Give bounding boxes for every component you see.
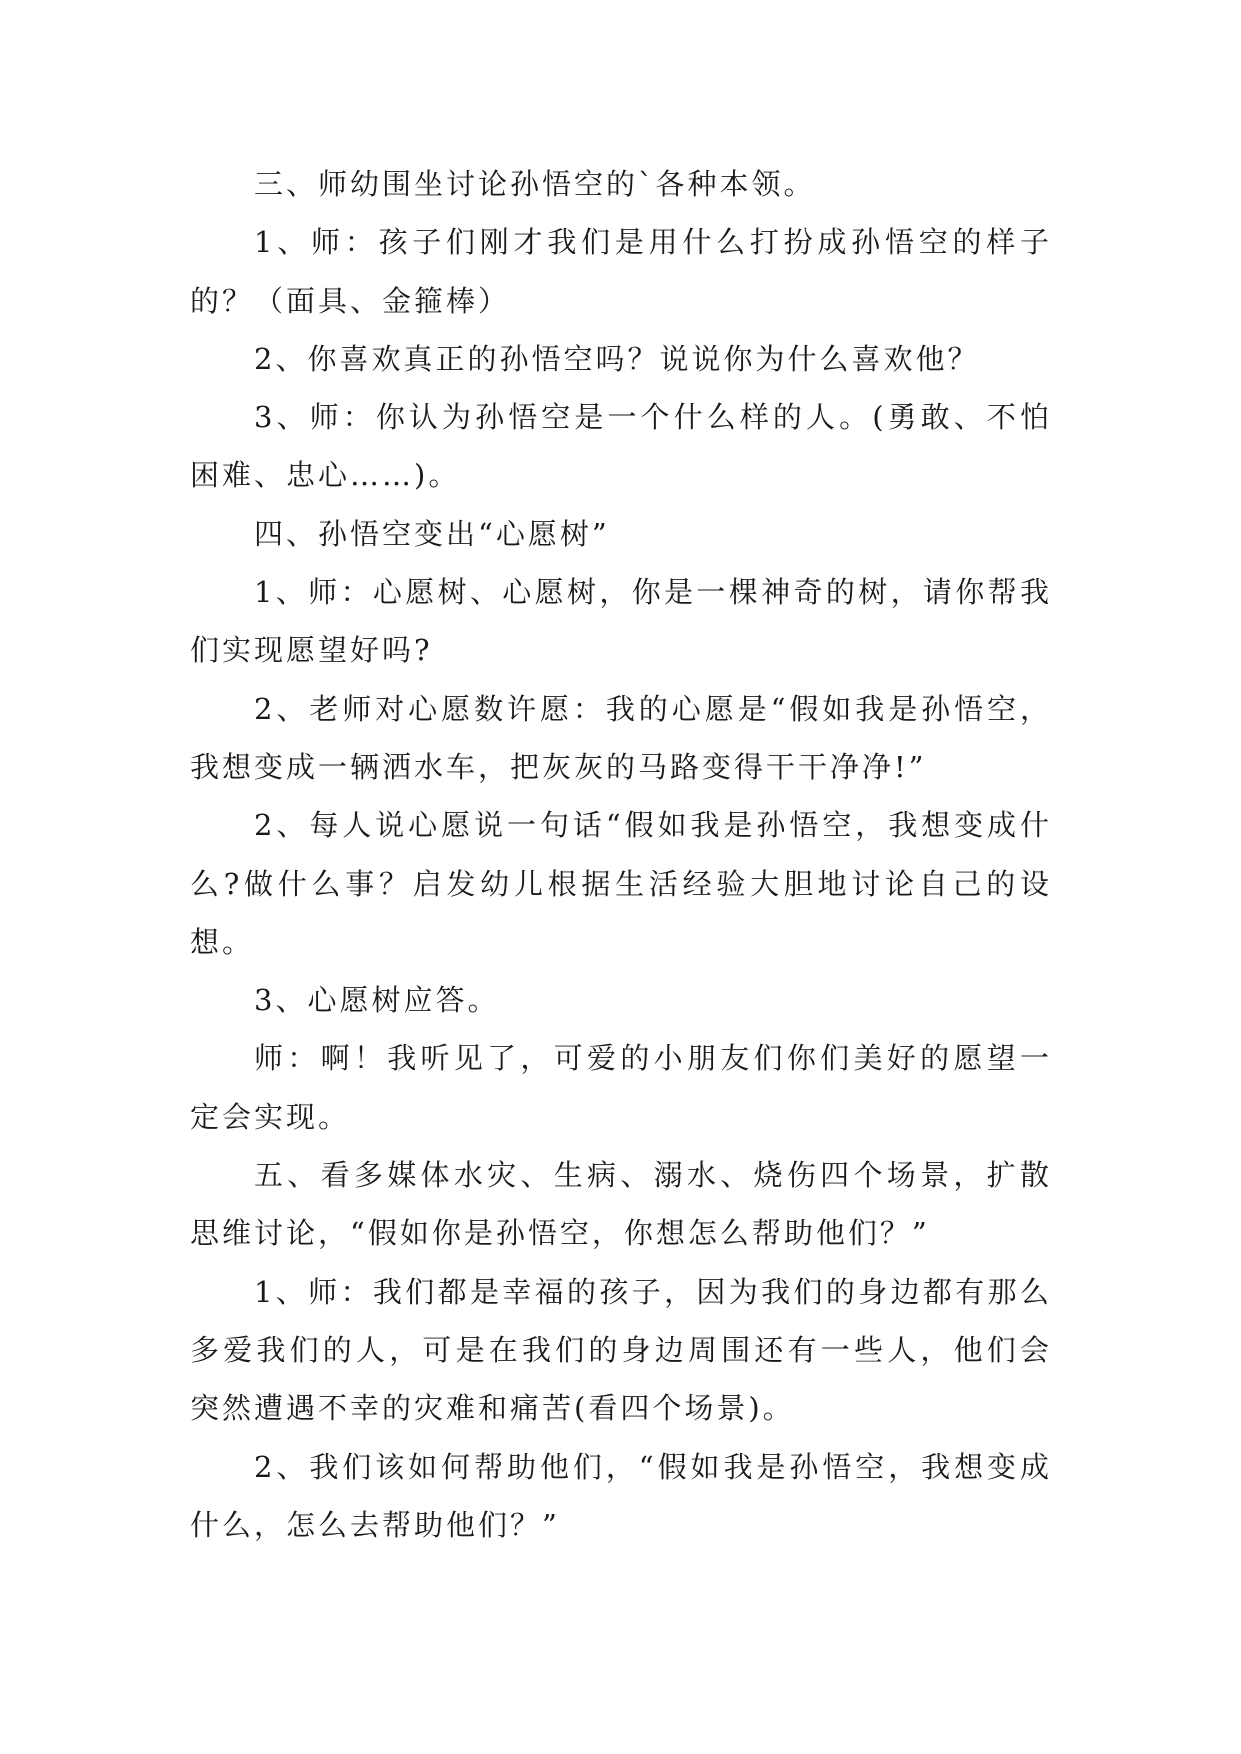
paragraph-section-four: 四、孙悟空变出“心愿树” <box>254 516 610 551</box>
paragraph-section-three: 三、师幼围坐讨论孙悟空的`各种本领。 <box>254 167 816 201</box>
paragraph: 1、师：我们都是幸福的孩子，因为我们的身边都有那么多爱我们的人，可是在我们的身边周围还有一些人，他们会突然遭遇不幸的灾难和痛苦(看四个场景)。 <box>190 1274 1052 1426</box>
paragraph: 1、师：孩子们刚才我们是用什么打扮成孙悟空的样子的？（面具、金箍棒） <box>190 225 1052 318</box>
paragraph: 2、老师对心愿数许愿：我的心愿是“假如我是孙悟空，我想变成一辆洒水车，把灰灰的马路变得干干净净!” <box>190 691 1052 784</box>
paragraph: 2、我们该如何帮助他们，“假如我是孙悟空，我想变成什么，怎么去帮助他们？” <box>190 1449 1052 1542</box>
paragraph: 1、师：心愿树、心愿树，你是一棵神奇的树，请你帮我们实现愿望好吗? <box>190 575 1052 668</box>
paragraph: 3、师：你认为孙悟空是一个什么样的人。(勇敢、不怕困难、忠心……)。 <box>190 400 1052 493</box>
document-body <box>190 155 1052 1554</box>
paragraph-section-five: 五、看多媒体水灾、生病、溺水、烧伤四个场景，扩散思维讨论，“假如你是孙悟空，你想怎么帮助他们？” <box>190 1158 1052 1251</box>
paragraph: 2、每人说心愿说一句话“假如我是孙悟空，我想变成什么?做什么事？启发幼儿根据生活经验大胆地讨论自己的设想。 <box>190 808 1052 959</box>
paragraph: 3、心愿树应答。 <box>254 983 500 1018</box>
paragraph: 2、你喜欢真正的孙悟空吗？说说你为什么喜欢他？ <box>254 341 980 376</box>
paragraph: 师：啊！我听见了，可爱的小朋友们你们美好的愿望一定会实现。 <box>190 1041 1052 1134</box>
